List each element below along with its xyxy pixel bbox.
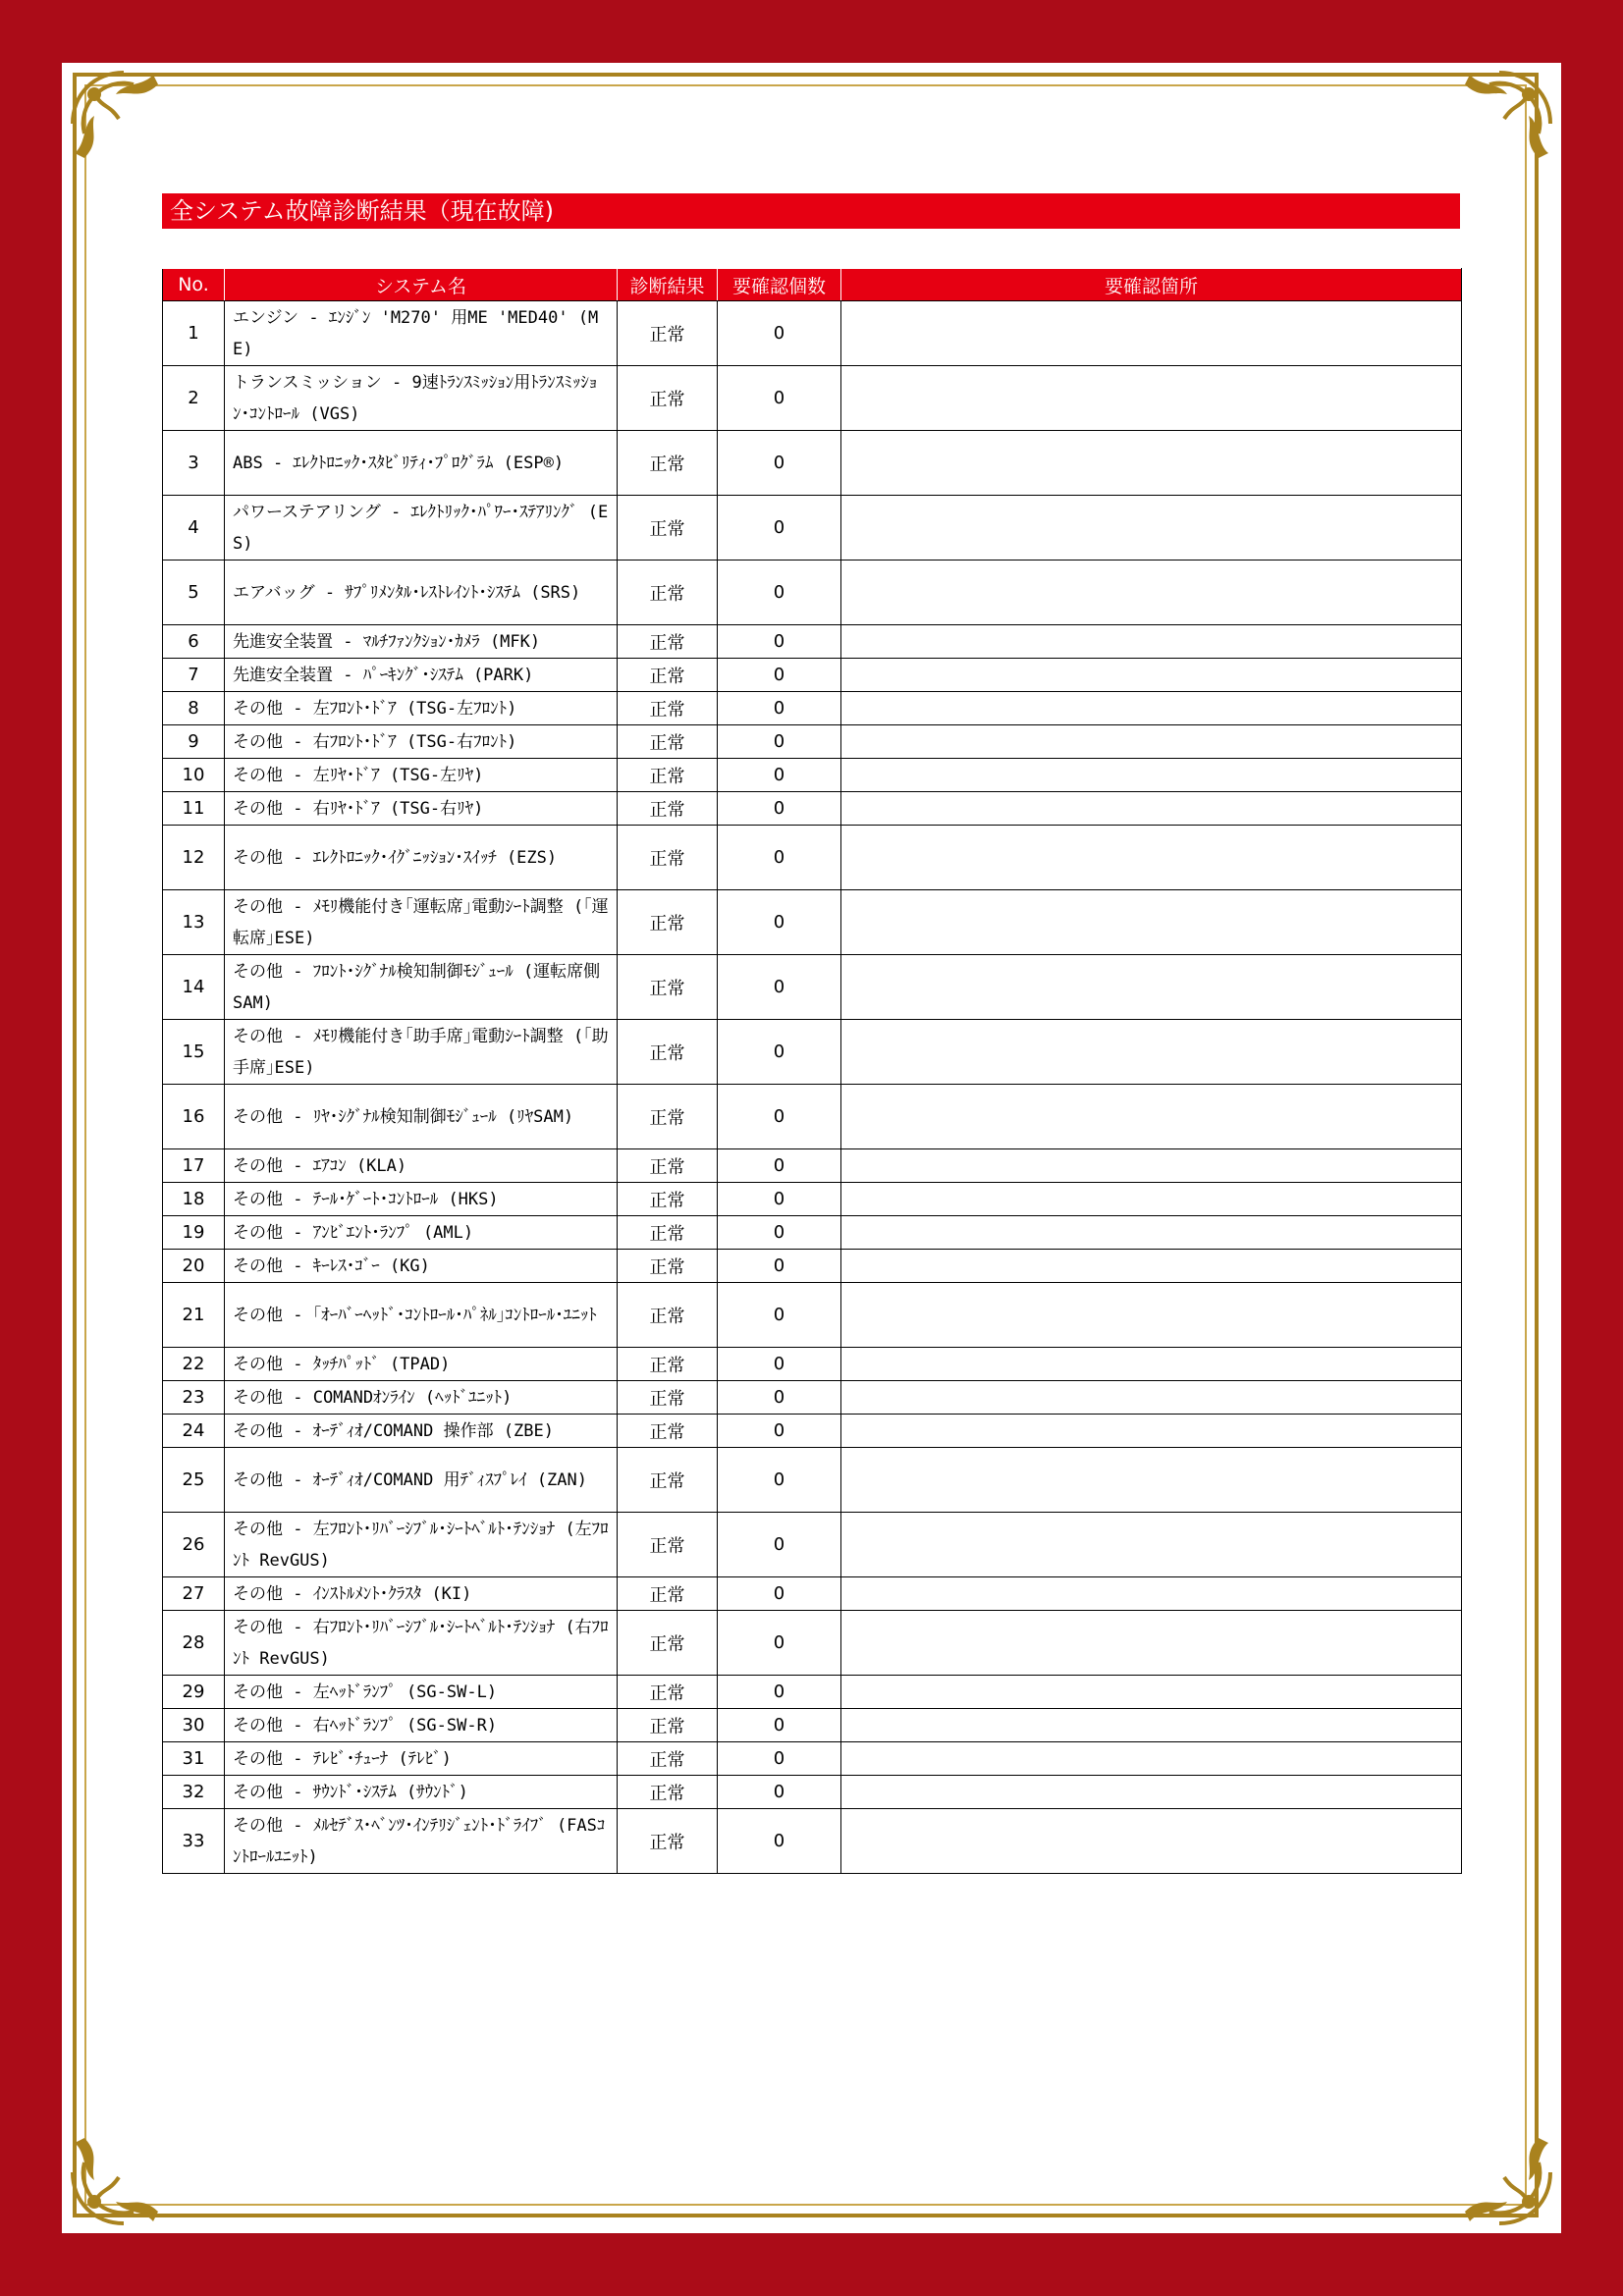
row-count: 0	[718, 890, 841, 955]
row-system-name: その他 - ｵｰﾃﾞｨｵ/COMAND 操作部 (ZBE)	[225, 1415, 618, 1448]
row-count: 0	[718, 1216, 841, 1250]
row-location	[841, 826, 1462, 890]
row-location	[841, 792, 1462, 826]
row-result: 正常	[618, 725, 718, 759]
row-number: 8	[163, 692, 225, 725]
row-system-name: その他 - ｻｳﾝﾄﾞ･ｼｽﾃﾑ (ｻｳﾝﾄﾞ)	[225, 1776, 618, 1809]
table-row	[163, 496, 1462, 561]
row-location	[841, 1776, 1462, 1809]
row-number: 22	[163, 1348, 225, 1381]
table-row	[163, 1283, 1462, 1348]
row-system-name: その他 - 左ﾍｯﾄﾞﾗﾝﾌﾟ (SG-SW-L)	[225, 1676, 618, 1709]
row-result: 正常	[618, 1348, 718, 1381]
table-row	[163, 431, 1462, 496]
row-count: 0	[718, 1611, 841, 1676]
row-result: 正常	[618, 692, 718, 725]
row-system-name: その他 - ﾒﾓﾘ機能付き｢運転席｣電動ｼｰﾄ調整 (｢運転席｣ESE)	[225, 890, 618, 955]
row-number: 27	[163, 1577, 225, 1611]
row-location	[841, 1149, 1462, 1183]
ornament-corner-icon	[1450, 65, 1558, 173]
row-number: 7	[163, 659, 225, 692]
row-location	[841, 1448, 1462, 1513]
table-row	[163, 1776, 1462, 1809]
row-result: 正常	[618, 759, 718, 792]
row-system-name: 先進安全装置 - ﾊﾟｰｷﾝｸﾞ･ｼｽﾃﾑ (PARK)	[225, 659, 618, 692]
row-result: 正常	[618, 625, 718, 659]
table-row	[163, 1381, 1462, 1415]
row-system-name: その他 - COMANDｵﾝﾗｲﾝ (ﾍｯﾄﾞﾕﾆｯﾄ)	[225, 1381, 618, 1415]
row-system-name: その他 - ﾒﾓﾘ機能付き｢助手席｣電動ｼｰﾄ調整 (｢助手席｣ESE)	[225, 1020, 618, 1085]
row-number: 21	[163, 1283, 225, 1348]
row-count: 0	[718, 1381, 841, 1415]
row-number: 17	[163, 1149, 225, 1183]
row-location	[841, 759, 1462, 792]
row-result: 正常	[618, 1283, 718, 1348]
row-number: 4	[163, 496, 225, 561]
row-location	[841, 1020, 1462, 1085]
row-location	[841, 725, 1462, 759]
row-number: 11	[163, 792, 225, 826]
row-location	[841, 1283, 1462, 1348]
row-number: 24	[163, 1415, 225, 1448]
table-row	[163, 1676, 1462, 1709]
row-system-name: その他 - ｢ｵｰﾊﾞｰﾍｯﾄﾞ･ｺﾝﾄﾛｰﾙ･ﾊﾟﾈﾙ｣ｺﾝﾄﾛｰﾙ･ﾕﾆｯﾄ	[225, 1283, 618, 1348]
table-row	[163, 890, 1462, 955]
row-location	[841, 1085, 1462, 1149]
row-location	[841, 955, 1462, 1020]
row-number: 3	[163, 431, 225, 496]
row-number: 31	[163, 1742, 225, 1776]
row-system-name: その他 - 左ﾌﾛﾝﾄ･ﾄﾞｱ (TSG-左ﾌﾛﾝﾄ)	[225, 692, 618, 725]
row-count: 0	[718, 955, 841, 1020]
row-location	[841, 1513, 1462, 1577]
row-result: 正常	[618, 792, 718, 826]
row-location	[841, 692, 1462, 725]
row-location	[841, 431, 1462, 496]
row-location	[841, 366, 1462, 431]
row-system-name: その他 - ﾌﾛﾝﾄ･ｼｸﾞﾅﾙ検知制御ﾓｼﾞｭｰﾙ (運転席側SAM)	[225, 955, 618, 1020]
row-system-name: その他 - ﾘﾔ･ｼｸﾞﾅﾙ検知制御ﾓｼﾞｭｰﾙ (ﾘﾔSAM)	[225, 1085, 618, 1149]
row-count: 0	[718, 1776, 841, 1809]
column-header-count: 要確認個数	[718, 269, 841, 301]
row-result: 正常	[618, 496, 718, 561]
row-result: 正常	[618, 955, 718, 1020]
row-location	[841, 890, 1462, 955]
row-system-name: その他 - ﾃｰﾙ･ｹﾞｰﾄ･ｺﾝﾄﾛｰﾙ (HKS)	[225, 1183, 618, 1216]
row-location	[841, 1183, 1462, 1216]
row-count: 0	[718, 1448, 841, 1513]
row-system-name: その他 - ｵｰﾃﾞｨｵ/COMAND 用ﾃﾞｨｽﾌﾟﾚｲ (ZAN)	[225, 1448, 618, 1513]
row-count: 0	[718, 725, 841, 759]
row-number: 12	[163, 826, 225, 890]
row-count: 0	[718, 1415, 841, 1448]
row-count: 0	[718, 1676, 841, 1709]
row-count: 0	[718, 1709, 841, 1742]
table-row	[163, 366, 1462, 431]
table-row	[163, 759, 1462, 792]
row-location	[841, 625, 1462, 659]
row-result: 正常	[618, 1250, 718, 1283]
row-number: 23	[163, 1381, 225, 1415]
table-row	[163, 1348, 1462, 1381]
row-count: 0	[718, 1348, 841, 1381]
row-number: 6	[163, 625, 225, 659]
row-count: 0	[718, 759, 841, 792]
row-location	[841, 1742, 1462, 1776]
row-number: 9	[163, 725, 225, 759]
row-system-name: その他 - ﾃﾚﾋﾞ･ﾁｭｰﾅ (ﾃﾚﾋﾞ)	[225, 1742, 618, 1776]
row-count: 0	[718, 431, 841, 496]
row-number: 25	[163, 1448, 225, 1513]
row-result: 正常	[618, 1216, 718, 1250]
row-location	[841, 1809, 1462, 1874]
row-location	[841, 1577, 1462, 1611]
table-row	[163, 692, 1462, 725]
table-row	[163, 1149, 1462, 1183]
row-number: 29	[163, 1676, 225, 1709]
row-system-name: トランスミッション - 9速ﾄﾗﾝｽﾐｯｼｮﾝ用ﾄﾗﾝｽﾐｯｼｮﾝ･ｺﾝﾄﾛｰﾙ (VGS)	[225, 366, 618, 431]
row-result: 正常	[618, 1809, 718, 1874]
row-number: 14	[163, 955, 225, 1020]
row-count: 0	[718, 1809, 841, 1874]
row-count: 0	[718, 1513, 841, 1577]
row-system-name: その他 - ｱﾝﾋﾞｴﾝﾄ･ﾗﾝﾌﾟ (AML)	[225, 1216, 618, 1250]
row-system-name: その他 - ﾀｯﾁﾊﾟｯﾄﾞ (TPAD)	[225, 1348, 618, 1381]
table-row	[163, 1250, 1462, 1283]
row-number: 5	[163, 561, 225, 625]
row-location	[841, 1250, 1462, 1283]
row-number: 1	[163, 301, 225, 366]
row-result: 正常	[618, 1183, 718, 1216]
row-location	[841, 1611, 1462, 1676]
row-result: 正常	[618, 1381, 718, 1415]
table-row	[163, 826, 1462, 890]
row-location	[841, 1216, 1462, 1250]
row-number: 28	[163, 1611, 225, 1676]
table-row	[163, 561, 1462, 625]
table-row	[163, 625, 1462, 659]
row-count: 0	[718, 301, 841, 366]
row-number: 10	[163, 759, 225, 792]
row-result: 正常	[618, 366, 718, 431]
row-count: 0	[718, 561, 841, 625]
row-location	[841, 561, 1462, 625]
row-number: 18	[163, 1183, 225, 1216]
table-row	[163, 1020, 1462, 1085]
row-system-name: その他 - ｴｱｺﾝ (KLA)	[225, 1149, 618, 1183]
table-row	[163, 1809, 1462, 1874]
row-result: 正常	[618, 1742, 718, 1776]
row-result: 正常	[618, 1709, 718, 1742]
table-row	[163, 725, 1462, 759]
table-header-row	[163, 269, 1462, 301]
row-system-name: パワーステアリング - ｴﾚｸﾄﾘｯｸ･ﾊﾟﾜｰ･ｽﾃｱﾘﾝｸﾞ (ES)	[225, 496, 618, 561]
row-count: 0	[718, 826, 841, 890]
row-count: 0	[718, 1149, 841, 1183]
row-result: 正常	[618, 890, 718, 955]
table-row	[163, 1611, 1462, 1676]
row-count: 0	[718, 496, 841, 561]
row-count: 0	[718, 1085, 841, 1149]
row-location	[841, 1709, 1462, 1742]
row-number: 30	[163, 1709, 225, 1742]
column-header-no: No.	[163, 269, 225, 301]
row-location	[841, 1676, 1462, 1709]
ornament-corner-icon	[65, 2123, 173, 2231]
row-count: 0	[718, 1250, 841, 1283]
row-location	[841, 1348, 1462, 1381]
row-system-name: その他 - 右ﾌﾛﾝﾄ･ﾄﾞｱ (TSG-右ﾌﾛﾝﾄ)	[225, 725, 618, 759]
row-count: 0	[718, 366, 841, 431]
row-system-name: その他 - 右ﾍｯﾄﾞﾗﾝﾌﾟ (SG-SW-R)	[225, 1709, 618, 1742]
row-number: 33	[163, 1809, 225, 1874]
table-row	[163, 1448, 1462, 1513]
table-row	[163, 1742, 1462, 1776]
row-number: 15	[163, 1020, 225, 1085]
ornament-corner-icon	[1450, 2123, 1558, 2231]
row-count: 0	[718, 1577, 841, 1611]
table-row	[163, 1709, 1462, 1742]
row-count: 0	[718, 1742, 841, 1776]
table-row	[163, 1216, 1462, 1250]
table-row	[163, 1085, 1462, 1149]
row-system-name: ABS - ｴﾚｸﾄﾛﾆｯｸ･ｽﾀﾋﾞﾘﾃｨ･ﾌﾟﾛｸﾞﾗﾑ (ESP®)	[225, 431, 618, 496]
row-result: 正常	[618, 1085, 718, 1149]
row-result: 正常	[618, 659, 718, 692]
table-row	[163, 1513, 1462, 1577]
row-result: 正常	[618, 1149, 718, 1183]
table-row	[163, 1183, 1462, 1216]
row-result: 正常	[618, 826, 718, 890]
row-location	[841, 301, 1462, 366]
row-location	[841, 1381, 1462, 1415]
table-row	[163, 792, 1462, 826]
row-count: 0	[718, 1183, 841, 1216]
row-result: 正常	[618, 301, 718, 366]
row-result: 正常	[618, 1415, 718, 1448]
row-number: 32	[163, 1776, 225, 1809]
row-system-name: その他 - 左ﾘﾔ･ﾄﾞｱ (TSG-左ﾘﾔ)	[225, 759, 618, 792]
row-number: 26	[163, 1513, 225, 1577]
row-location	[841, 659, 1462, 692]
row-system-name: その他 - 右ﾘﾔ･ﾄﾞｱ (TSG-右ﾘﾔ)	[225, 792, 618, 826]
row-result: 正常	[618, 431, 718, 496]
row-result: 正常	[618, 561, 718, 625]
row-number: 20	[163, 1250, 225, 1283]
row-system-name: その他 - 右ﾌﾛﾝﾄ･ﾘﾊﾞｰｼﾌﾞﾙ･ｼｰﾄﾍﾞﾙﾄ･ﾃﾝｼｮﾅ (右ﾌﾛﾝﾄ RevGUS)	[225, 1611, 618, 1676]
ornament-corner-icon	[65, 65, 173, 173]
row-result: 正常	[618, 1611, 718, 1676]
row-number: 13	[163, 890, 225, 955]
column-header-result: 診断結果	[618, 269, 718, 301]
section-title: 全システム故障診断結果（現在故障)	[162, 193, 1460, 229]
row-system-name: その他 - ｲﾝｽﾄﾙﾒﾝﾄ･ｸﾗｽﾀ (KI)	[225, 1577, 618, 1611]
diagnosis-table	[162, 268, 1462, 1874]
row-result: 正常	[618, 1676, 718, 1709]
row-system-name: エンジン - ｴﾝｼﾞﾝ 'M270' 用ME 'MED40' (ME)	[225, 301, 618, 366]
row-result: 正常	[618, 1776, 718, 1809]
row-system-name: その他 - ｷｰﾚｽ･ｺﾞｰ (KG)	[225, 1250, 618, 1283]
table-row	[163, 301, 1462, 366]
table-row	[163, 1577, 1462, 1611]
column-header-system: システム名	[225, 269, 618, 301]
row-count: 0	[718, 692, 841, 725]
row-number: 16	[163, 1085, 225, 1149]
row-count: 0	[718, 792, 841, 826]
row-system-name: その他 - 左ﾌﾛﾝﾄ･ﾘﾊﾞｰｼﾌﾞﾙ･ｼｰﾄﾍﾞﾙﾄ･ﾃﾝｼｮﾅ (左ﾌﾛﾝﾄ RevGUS)	[225, 1513, 618, 1577]
row-count: 0	[718, 1283, 841, 1348]
row-number: 19	[163, 1216, 225, 1250]
row-count: 0	[718, 659, 841, 692]
table-row	[163, 1415, 1462, 1448]
column-header-location: 要確認箇所	[841, 269, 1462, 301]
row-count: 0	[718, 1020, 841, 1085]
row-result: 正常	[618, 1513, 718, 1577]
row-system-name: その他 - ｴﾚｸﾄﾛﾆｯｸ･ｲｸﾞﾆｯｼｮﾝ･ｽｲｯﾁ (EZS)	[225, 826, 618, 890]
table-body	[163, 301, 1462, 1874]
table-row	[163, 955, 1462, 1020]
row-system-name: その他 - ﾒﾙｾﾃﾞｽ･ﾍﾞﾝﾂ･ｲﾝﾃﾘｼﾞｪﾝﾄ･ﾄﾞﾗｲﾌﾞ (FASｺﾝﾄﾛｰﾙﾕﾆｯﾄ)	[225, 1809, 618, 1874]
row-count: 0	[718, 625, 841, 659]
row-system-name: 先進安全装置 - ﾏﾙﾁﾌｧﾝｸｼｮﾝ･ｶﾒﾗ (MFK)	[225, 625, 618, 659]
row-number: 2	[163, 366, 225, 431]
row-location	[841, 1415, 1462, 1448]
row-system-name: エアバッグ - ｻﾌﾟﾘﾒﾝﾀﾙ･ﾚｽﾄﾚｲﾝﾄ･ｼｽﾃﾑ (SRS)	[225, 561, 618, 625]
table-row	[163, 659, 1462, 692]
row-result: 正常	[618, 1448, 718, 1513]
row-location	[841, 496, 1462, 561]
row-result: 正常	[618, 1577, 718, 1611]
row-result: 正常	[618, 1020, 718, 1085]
